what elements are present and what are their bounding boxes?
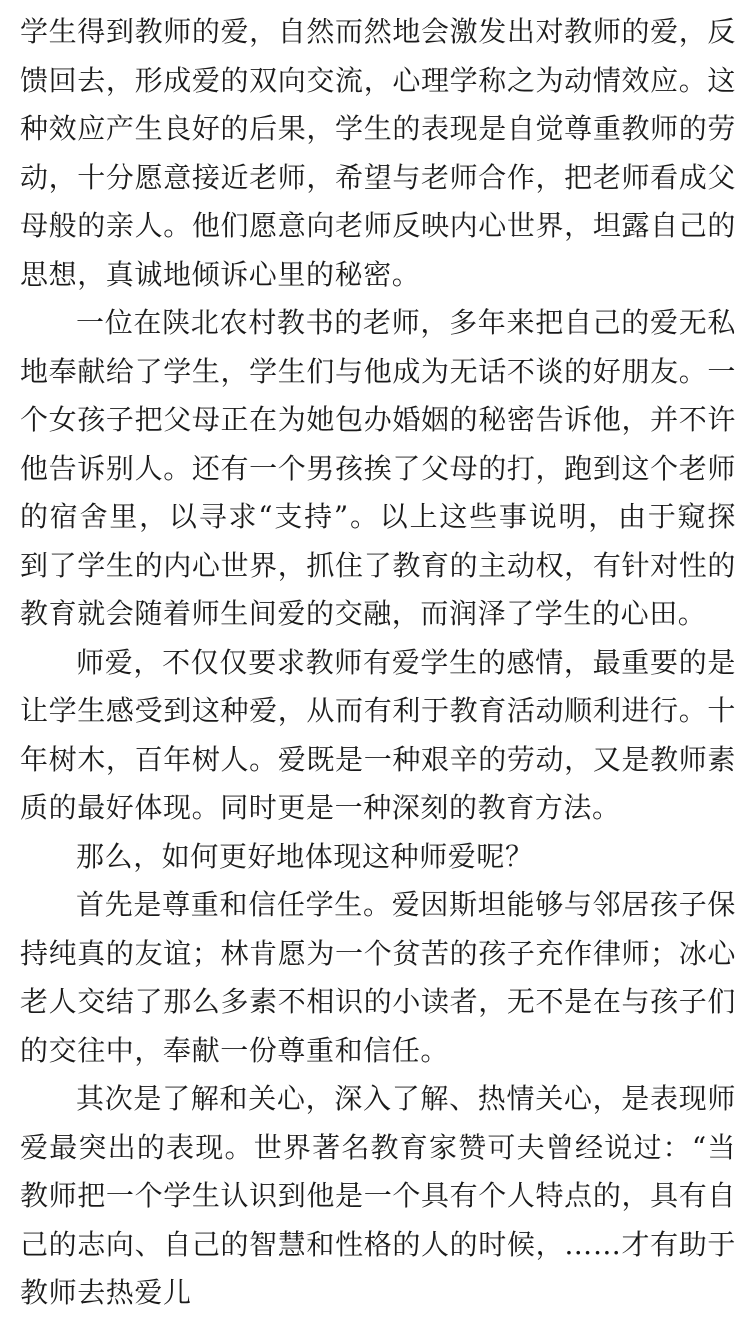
paragraph-emotional-effect: 学生得到教师的爱，自然而然地会激发出对教师的爱，反馈回去，形成爱的双向交流，心理学称之为动情效应。这种效应产生良好的后果，学生的表现是自觉尊重教师的劳动，十分愿意接近老师，希望与老师合作，把老师看成父母般的亲人。他们愿意向老师反映内心世界，坦露自己的思想，真诚地倾诉心里的秘密。 bbox=[20, 15, 736, 291]
paragraph-teacher-love: 师爱，不仅仅要求教师有爱学生的感情，最重要的是让学生感受到这种爱，从而有利于教育活动顺利进行。十年树木，百年树人。爱既是一种艰辛的劳动，又是教师素质的最好体现。同时更是一种深刻的教育方法。 bbox=[20, 645, 736, 824]
paragraph-respect-trust: 首先是尊重和信任学生。爱因斯坦能够与邻居孩子保持纯真的友谊；林肯愿为一个贫苦的孩子充作律师；冰心老人交结了那么多素不相识的小读者，无不是在与孩子们的交往中，奉献一份尊重和信任。 bbox=[20, 888, 736, 1067]
paragraph-shaanbei-teacher: 一位在陕北农村教书的老师，多年来把自己的爱无私地奉献给了学生，学生们与他成为无话不谈的好朋友。一个女孩子把父母正在为她包办婚姻的秘密告诉他，并不许他告诉别人。还有一个男孩挨了父母的打，跑到这个老师的宿舍里，以寻求“支持”。以上这些事说明，由于窥探到了学生的内心世界，抓住了教育的主动权，有针对性的教育就会随着师生间爱的交融，而润泽了学生的心田。 bbox=[20, 306, 736, 630]
paragraph-understand-care: 其次是了解和关心，深入了解、热情关心，是表现师爱最突出的表现。世界著名教育家赞可夫曾经说过：“当教师把一个学生认识到他是一个具有个人特点的，具有自己的志向、自己的智慧和性格的人的时候，……才有助于教师去热爱儿 bbox=[20, 1082, 736, 1309]
paragraph-question: 那么，如何更好地体现这种师爱呢？ bbox=[76, 839, 534, 873]
